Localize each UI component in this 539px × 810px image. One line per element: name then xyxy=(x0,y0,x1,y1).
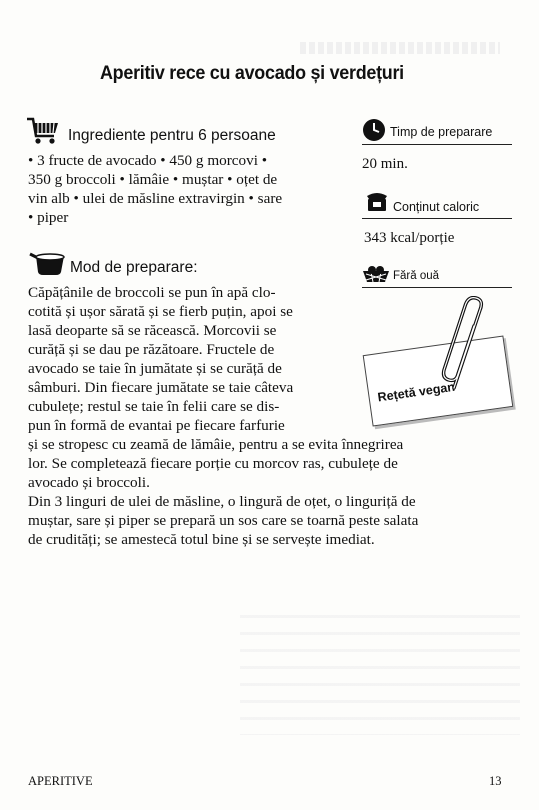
page-number: 13 xyxy=(489,774,502,788)
method-line: muștar, sare și piper se prepară un sos care se toarnă peste salata xyxy=(28,512,419,529)
method-line: curăță și se dau pe răzătoare. Fructele de xyxy=(28,341,275,358)
ingredients-line: • 3 fructe de avocado • 450 g morcovi • xyxy=(28,152,268,169)
method-line: cubulețe; restul se taie în felii care se dis- xyxy=(28,398,280,415)
method-line: lor. Se completează fiecare porție cu morcov ras, cubulețe de xyxy=(28,455,398,472)
divider xyxy=(362,287,512,288)
egg-free-label: Fără ouă xyxy=(393,270,440,282)
method-line: Din 3 linguri de ulei de măsline, o lingură de oțet, o linguriță de xyxy=(28,493,416,510)
ingredients-list xyxy=(28,151,348,227)
ingredients-line: 350 g broccoli • lămâie • muștar • oțet de xyxy=(28,171,278,188)
egg-basket-icon xyxy=(362,265,390,283)
method-line: și se stropesc cu zeamă de lămâie, pentru a se evita înnegrirea xyxy=(28,436,404,453)
ingredients-heading: Ingrediente pentru 6 persoane xyxy=(68,127,276,144)
kitchen-scale-icon xyxy=(364,190,390,212)
calorie-value: 343 kcal/porție xyxy=(364,230,455,246)
method-line: avocado și broccoli. xyxy=(28,474,150,491)
calorie-label: Conținut caloric xyxy=(393,200,480,214)
method-line: cotită și ușor sărată și se fierb puțin, apoi se xyxy=(28,303,293,320)
show-through-text xyxy=(240,615,520,735)
clock-icon xyxy=(362,118,386,142)
prep-time-value: 20 min. xyxy=(362,156,408,172)
divider xyxy=(362,144,512,145)
method-line: de crudități; se amestecă totul bine și se servește imediat. xyxy=(28,531,375,548)
ingredients-line: vin alb • ulei de măsline extravirgin • sare xyxy=(28,190,283,207)
method-line: Căpățânile de broccoli se pun în apă clo- xyxy=(28,284,276,301)
method-line: avocado se taie în jumătate și se curăță de xyxy=(28,360,282,377)
show-through-text xyxy=(300,42,500,54)
cooking-pot-icon xyxy=(28,250,66,276)
divider xyxy=(362,218,512,219)
method-line: sâmburi. Din fiecare jumătate se taie câteva xyxy=(28,379,294,396)
recipe-title: Aperitiv rece cu avocado și verdețuri xyxy=(100,62,404,84)
vegan-note-label: Rețetă vegan xyxy=(376,379,456,405)
prep-time-label: Timp de preparare xyxy=(390,125,493,139)
paper-clip-icon xyxy=(440,296,488,396)
footer-section: APERITIVE xyxy=(28,774,93,788)
method-heading: Mod de preparare: xyxy=(70,259,198,276)
method-line: lasă deoparte să se răcească. Morcovii se xyxy=(28,322,277,339)
ingredients-line: • piper xyxy=(28,209,69,226)
shopping-cart-icon xyxy=(26,117,60,145)
method-line: pun în formă de evantai pe fiecare farfurie xyxy=(28,417,285,434)
